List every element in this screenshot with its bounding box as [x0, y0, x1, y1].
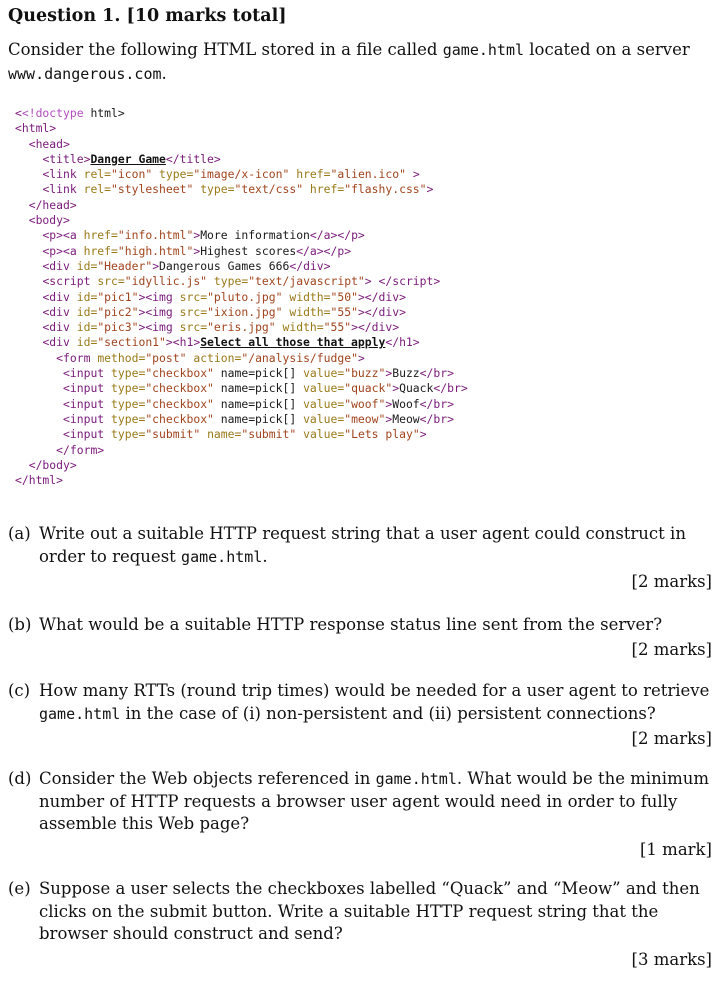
question-e: [8, 878, 712, 946]
question-text: What would be a suitable HTTP response status line sent from the server?: [39, 615, 663, 634]
question-d: [8, 768, 712, 836]
question-filename: game.html: [181, 547, 263, 566]
code-header-text: Dangerous Games 666: [159, 258, 290, 273]
question-text: Write out a suitable HTTP request string that a user agent could construct in order to request: [39, 524, 686, 566]
question-text-end: in the case of (i) non-persistent and (ii) persistent connections?: [120, 703, 656, 723]
marks-a: [2 marks]: [631, 572, 712, 591]
question-b: [8, 614, 712, 637]
question-filename: game.html: [375, 770, 457, 788]
question-filename: game.html: [39, 704, 121, 723]
question-text: Consider the Web objects referenced in: [39, 769, 376, 788]
intro-text: Consider the following HTML stored in a file called: [8, 40, 443, 59]
code-more-info: More information: [200, 228, 310, 243]
marks-c: [2 marks]: [631, 729, 712, 748]
code-href-info: "info.html": [117, 228, 194, 243]
intro-text-end: .: [161, 64, 167, 83]
question-text: Suppose a user selects the checkboxes labelled “Quack” and “Meow” and then clicks on the submit button. Write a suitable HTTP request string that the browser should construct and send?: [39, 879, 700, 943]
question-label: (a): [8, 524, 31, 543]
code-title-text: Danger Game: [90, 151, 166, 166]
question-label: (d): [8, 769, 32, 788]
question-title: Question 1. [10 marks total]: [8, 6, 287, 26]
question-label: (c): [8, 681, 31, 700]
question-text-end: . What would be the minimum number of HTTP requests a browser user agent would need in order to fully assemble this Web page?: [39, 769, 709, 833]
question-c: [8, 680, 712, 725]
question-intro: [8, 38, 712, 86]
intro-server: www.dangerous.com: [8, 65, 162, 83]
code-h1-text: Select all those that apply: [200, 335, 386, 350]
question-label: (e): [8, 879, 31, 898]
marks-e: [3 marks]: [631, 950, 712, 969]
html-code-listing: <<!doctype html> <html> <head> <title>Danger Game</title> <link rel="icon" type="image/x-icon" href="alien.ico" > <link rel="stylesheet" type="text/css" href="flashy.css"> </head> <body> <p><a href="info.html">More information</a></p> <p><a href="high.html">Highest scores</a></p> <div id="Header">Dangerous Games 666</div> <script src="idyllic.js" type="text/javascript"> </script> <div id="pic1"><img src="pluto.jpg" width="50"></div> <div id="pic2"><img src="ixion.jpg" width="55"></div> <div id="pic3"><img src="eris.jpg" width="55"></div> <div id="section1"><h1>Select all those that apply</h1> <form method="post" action="/analysis/fudge"> <input type="checkbox" name=pick[] value="buzz">Buzz</br> <input type="checkbox" name=pick[] value="quack">Quack</br> <input type="checkbox" name=pick[] value="woof">Woof</br> <input type="checkbox" name=pick[] value="meow">Meow</br> <input type="submit" name="submit" value="Lets play"> </form> </body> </html>: [15, 106, 468, 488]
question-label: (b): [8, 615, 32, 634]
intro-text-mid: located on a server: [524, 40, 690, 59]
marks-b: [2 marks]: [631, 640, 712, 659]
code-highest: Highest scores: [200, 243, 297, 258]
code-doctype: <!doctype: [21, 106, 91, 120]
code-href-high: "high.html": [117, 243, 194, 258]
question-text-end: .: [262, 546, 268, 566]
marks-d: [1 mark]: [640, 840, 712, 859]
question-text: How many RTTs (round trip times) would be needed for a user agent to retrieve: [39, 681, 710, 700]
question-a: [8, 523, 712, 568]
code-doctype-rest: html>: [90, 106, 125, 120]
intro-filename: game.html: [442, 41, 525, 59]
